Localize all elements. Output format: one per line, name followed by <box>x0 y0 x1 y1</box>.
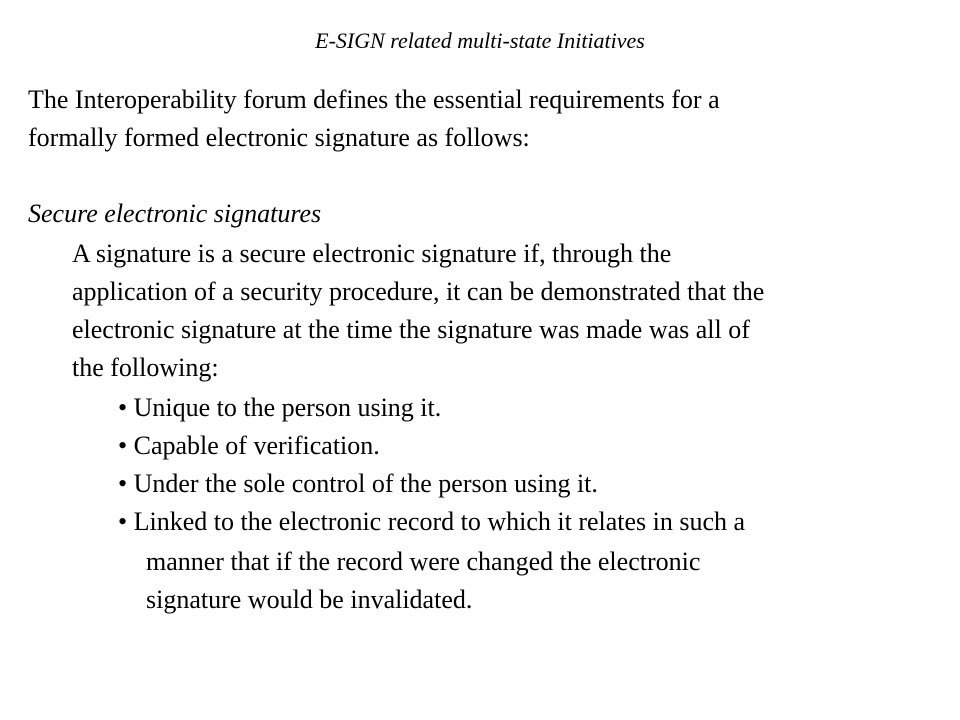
definition-line-2: application of a security procedure, it can be demonstrated that the <box>72 277 765 306</box>
definition-line-4: the following: <box>72 353 219 382</box>
intro-line-1: The Interoperability forum defines the essential requirements for a <box>28 85 720 114</box>
intro-line-2: formally formed electronic signature as follows: <box>28 123 530 152</box>
bullet-item-verification: • Capable of verification. <box>118 431 380 460</box>
section-heading: Secure electronic signatures <box>28 199 322 228</box>
bullet-item-sole-control: • Under the sole control of the person using it. <box>118 469 598 498</box>
slide-header-title: E-SIGN related multi-state Initiatives <box>315 28 645 53</box>
bullet-continuation-line-2: signature would be invalidated. <box>146 585 473 614</box>
definition-line-3: electronic signature at the time the signature was made was all of <box>72 315 750 344</box>
bullet-item-unique: • Unique to the person using it. <box>118 393 442 422</box>
bullet-continuation-line-1: manner that if the record were changed the electronic <box>146 547 701 576</box>
definition-line-1: A signature is a secure electronic signature if, through the <box>72 239 672 268</box>
bullet-item-linked: • Linked to the electronic record to which it relates in such a <box>118 507 746 536</box>
